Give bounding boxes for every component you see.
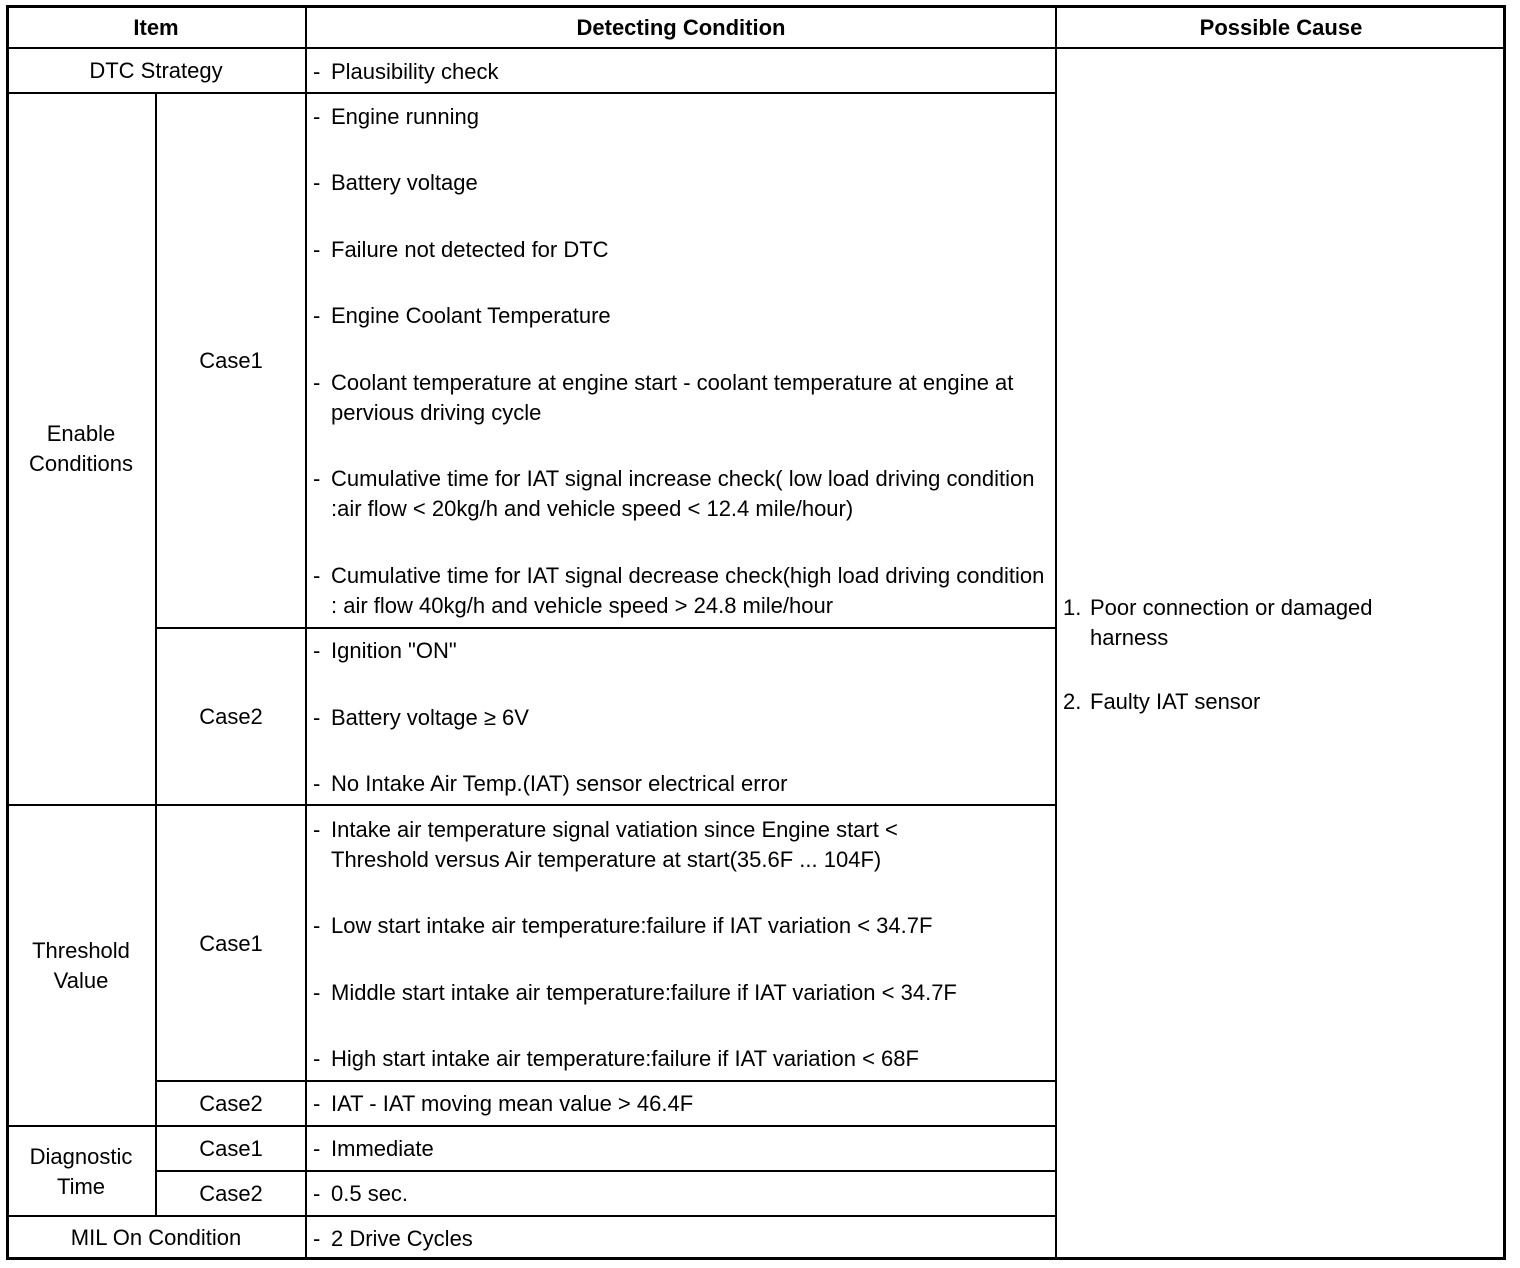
bullet-dash: - <box>313 817 321 842</box>
diagnostic-case1-label: Case1 <box>199 1136 263 1161</box>
bullet-dash: - <box>313 913 321 938</box>
enable-case1-label: Case1 <box>199 347 263 373</box>
bullet-dash: - <box>313 1091 321 1116</box>
bullet-dash: - <box>313 170 321 195</box>
threshold-case2-label: Case2 <box>199 1091 263 1116</box>
bullet-dash: - <box>313 1226 321 1251</box>
bullet-dash: - <box>313 563 321 588</box>
enable-case1-item <box>313 464 1053 524</box>
bullet-dash: - <box>313 59 321 84</box>
header-condition: Detecting Condition <box>576 15 786 40</box>
bullet-dash: - <box>313 638 321 663</box>
cause-number: 2. <box>1063 689 1082 714</box>
condition-text: Middle start intake air temperature:failure if IAT variation < 34.7F <box>331 980 957 1005</box>
mil-on-condition-value <box>313 1224 1053 1254</box>
bullet-dash: - <box>313 705 321 730</box>
diagnostic-case2-condition <box>313 1179 1053 1209</box>
diagnostic-time-label: Diagnostic Time <box>29 1143 133 1199</box>
enable-case2-label: Case2 <box>199 703 263 729</box>
enable-case1-item <box>313 561 1053 621</box>
enable-case2-item <box>313 769 1053 799</box>
condition-text: 0.5 sec. <box>331 1181 409 1206</box>
bullet-dash: - <box>313 104 321 129</box>
condition-text: No Intake Air Temp.(IAT) sensor electrical error <box>331 771 788 796</box>
bullet-dash: - <box>313 1046 321 1071</box>
threshold-case1-item <box>313 978 1053 1008</box>
bullet-dash: - <box>313 1136 321 1161</box>
condition-text: Intake air temperature signal vatiation since Engine start < Threshold versus Air temperature at start(35.6F ... 104F) <box>331 817 898 872</box>
threshold-value-label: Threshold Value <box>32 938 130 993</box>
condition-text: Battery voltage <box>331 170 478 195</box>
condition-text: Cumulative time for IAT signal increase check( low load driving condition :air flow < 20kg/h and vehicle speed < 12.4 mile/hour) <box>331 466 1035 521</box>
condition-text: Plausibility check <box>331 59 499 84</box>
bullet-dash: - <box>313 370 321 395</box>
bullet-dash: - <box>313 1181 321 1206</box>
enable-case1-item <box>313 102 1053 132</box>
dtc-strategy-condition <box>313 57 1053 87</box>
condition-text: Engine running <box>331 104 480 129</box>
cause-text: Faulty IAT sensor <box>1090 689 1261 714</box>
header-item: Item <box>133 15 179 40</box>
diagnostic-case2-label: Case2 <box>199 1181 263 1206</box>
possible-cause-item <box>1063 687 1493 717</box>
condition-text: Immediate <box>331 1136 434 1161</box>
enable-case1-item <box>313 235 1053 265</box>
condition-text: Cumulative time for IAT signal decrease check(high load driving condition : air flow 40kg/h and vehicle speed > 24.8 mile/hour <box>331 563 1045 618</box>
enable-conditions-label: Enable Conditions <box>29 421 133 476</box>
cause-number: 1. <box>1063 595 1082 620</box>
condition-text: Low start intake air temperature:failure if IAT variation < 34.7F <box>331 913 933 938</box>
possible-cause-item <box>1063 593 1493 653</box>
enable-case2-item <box>313 703 1053 733</box>
enable-case1-item <box>313 168 1053 198</box>
bullet-dash: - <box>313 771 321 796</box>
cause-text: Poor connection or damaged harness <box>1090 595 1373 650</box>
threshold-case1-item <box>313 815 1053 875</box>
dtc-strategy-label: DTC Strategy <box>89 58 223 83</box>
bullet-dash: - <box>313 303 321 328</box>
mil-on-condition-label: MIL On Condition <box>70 1225 242 1250</box>
diagnostic-case1-condition <box>313 1134 1053 1164</box>
bullet-dash: - <box>313 466 321 491</box>
threshold-case1-item <box>313 1044 1053 1074</box>
enable-case1-item <box>313 368 1053 428</box>
enable-case2-item <box>313 636 1053 666</box>
condition-text: Ignition "ON" <box>331 638 457 663</box>
bullet-dash: - <box>313 980 321 1005</box>
threshold-case1-item <box>313 911 1053 941</box>
enable-case1-item <box>313 301 1053 331</box>
bullet-dash: - <box>313 237 321 262</box>
condition-text: IAT - IAT moving mean value > 46.4F <box>331 1091 694 1116</box>
condition-text: Coolant temperature at engine start - coolant temperature at engine at pervious driving cycle <box>331 370 1014 425</box>
col-divider-condition <box>1055 6 1057 1260</box>
condition-text: 2 Drive Cycles <box>331 1226 473 1251</box>
threshold-case1-label: Case1 <box>199 930 263 956</box>
condition-text: Engine Coolant Temperature <box>331 303 611 328</box>
header-cause: Possible Cause <box>1199 15 1363 40</box>
threshold-case2-item <box>313 1089 1053 1119</box>
condition-text: Failure not detected for DTC <box>331 237 609 262</box>
condition-text: High start intake air temperature:failure if IAT variation < 68F <box>331 1046 919 1071</box>
condition-text: Battery voltage ≥ 6V <box>331 705 529 730</box>
